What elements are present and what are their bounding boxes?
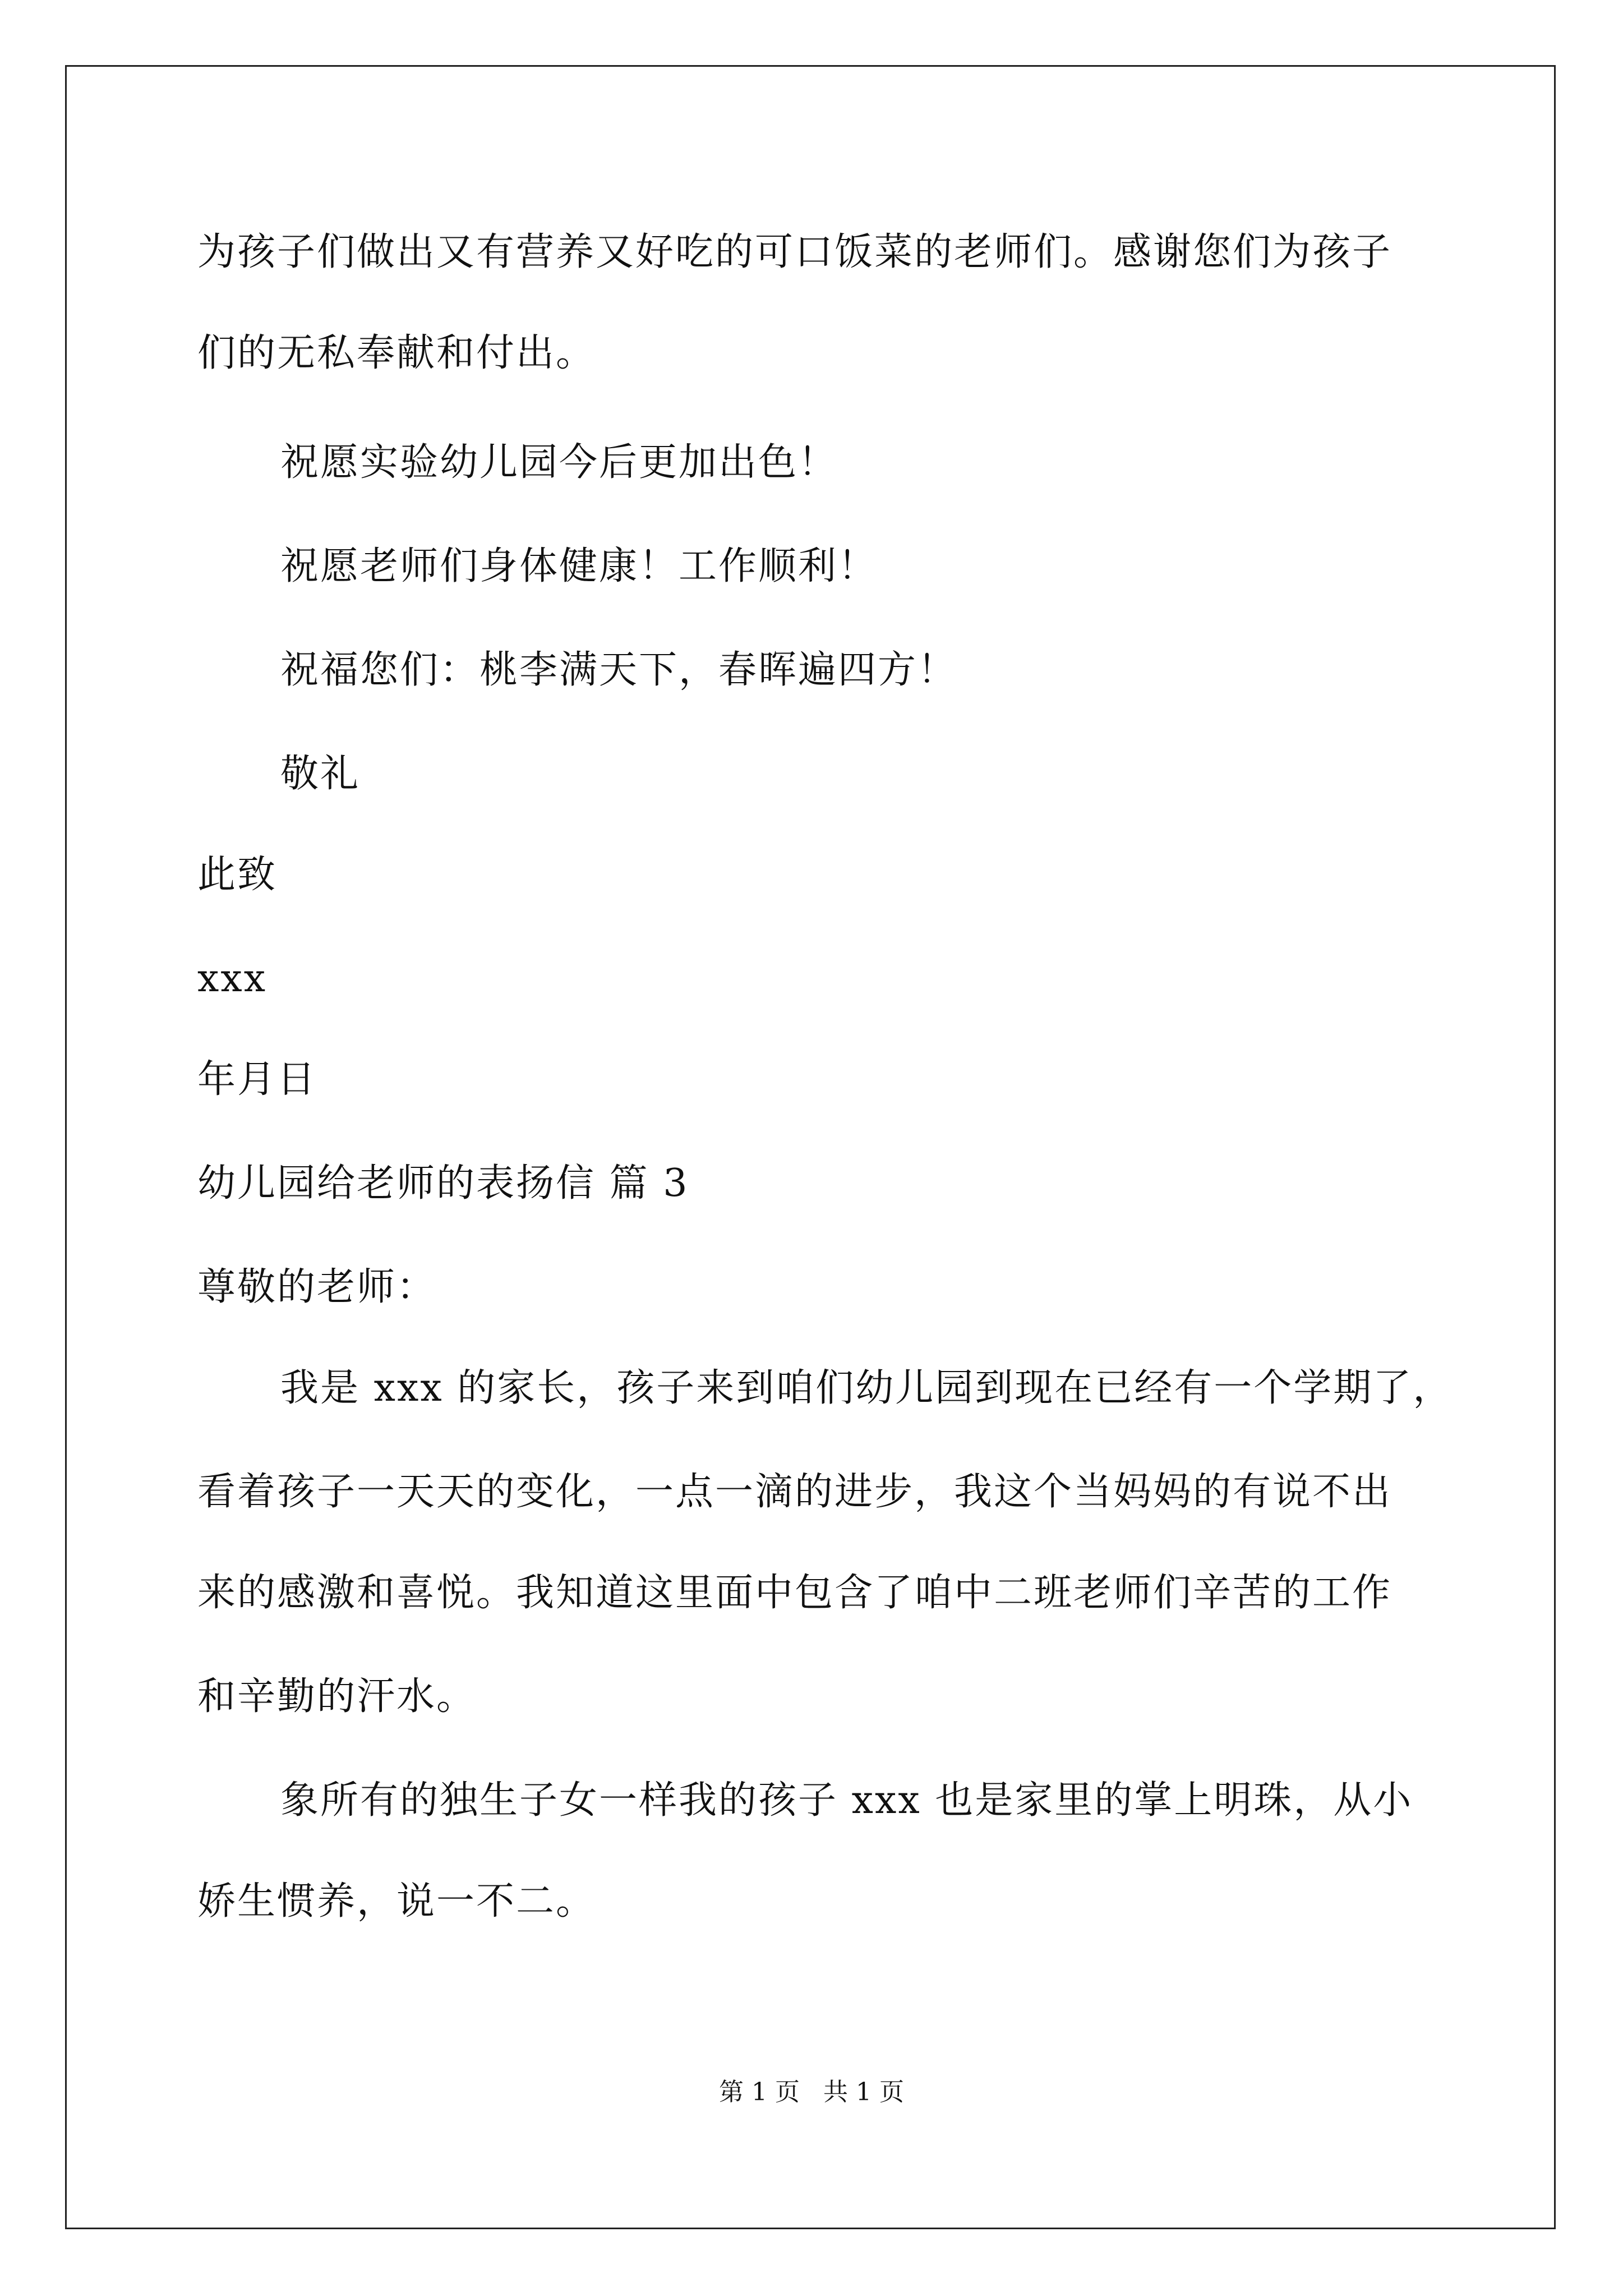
text-line: 为孩子们做出又有营养又好吃的可口饭菜的老师们。感谢您们为孩子 (197, 230, 1393, 274)
text-line: 看着孩子一天天的变化，一点一滴的进步，我这个当妈妈的有说不出 (197, 1470, 1393, 1514)
section-heading: 幼儿园给老师的表扬信 篇 3 (197, 1161, 689, 1205)
text-line: 和辛勤的汗水。 (197, 1674, 477, 1719)
text-line: 此致 (197, 853, 278, 897)
text-line: 象所有的独生子女一样我的孩子 xxx 也是家里的掌上明珠，从小 (280, 1778, 1413, 1823)
text-line: xxx (197, 956, 268, 1001)
text-line: 们的无私奉献和付出。 (197, 331, 596, 375)
page-footer: 第 1 页 共 1 页 (719, 2078, 904, 2106)
text-line: 祝愿实验幼儿园今后更加出色！ (280, 440, 838, 485)
text-line: 来的感激和喜悦。我知道这里面中包含了咱中二班老师们辛苦的工作 (197, 1571, 1393, 1615)
text-line: 娇生惯养，说一不二。 (197, 1879, 596, 1924)
text-line: 敬礼 (280, 752, 361, 796)
text-line: 年月日 (197, 1057, 317, 1102)
text-line: 我是 xxx 的家长，孩子来到咱们幼儿园到现在已经有一个学期了， (280, 1366, 1453, 1410)
salutation: 尊敬的老师： (197, 1265, 437, 1309)
text-line: 祝愿老师们身体健康！工作顺利！ (280, 544, 878, 588)
text-line: 祝福您们：桃李满天下，春晖遍四方！ (280, 648, 958, 692)
